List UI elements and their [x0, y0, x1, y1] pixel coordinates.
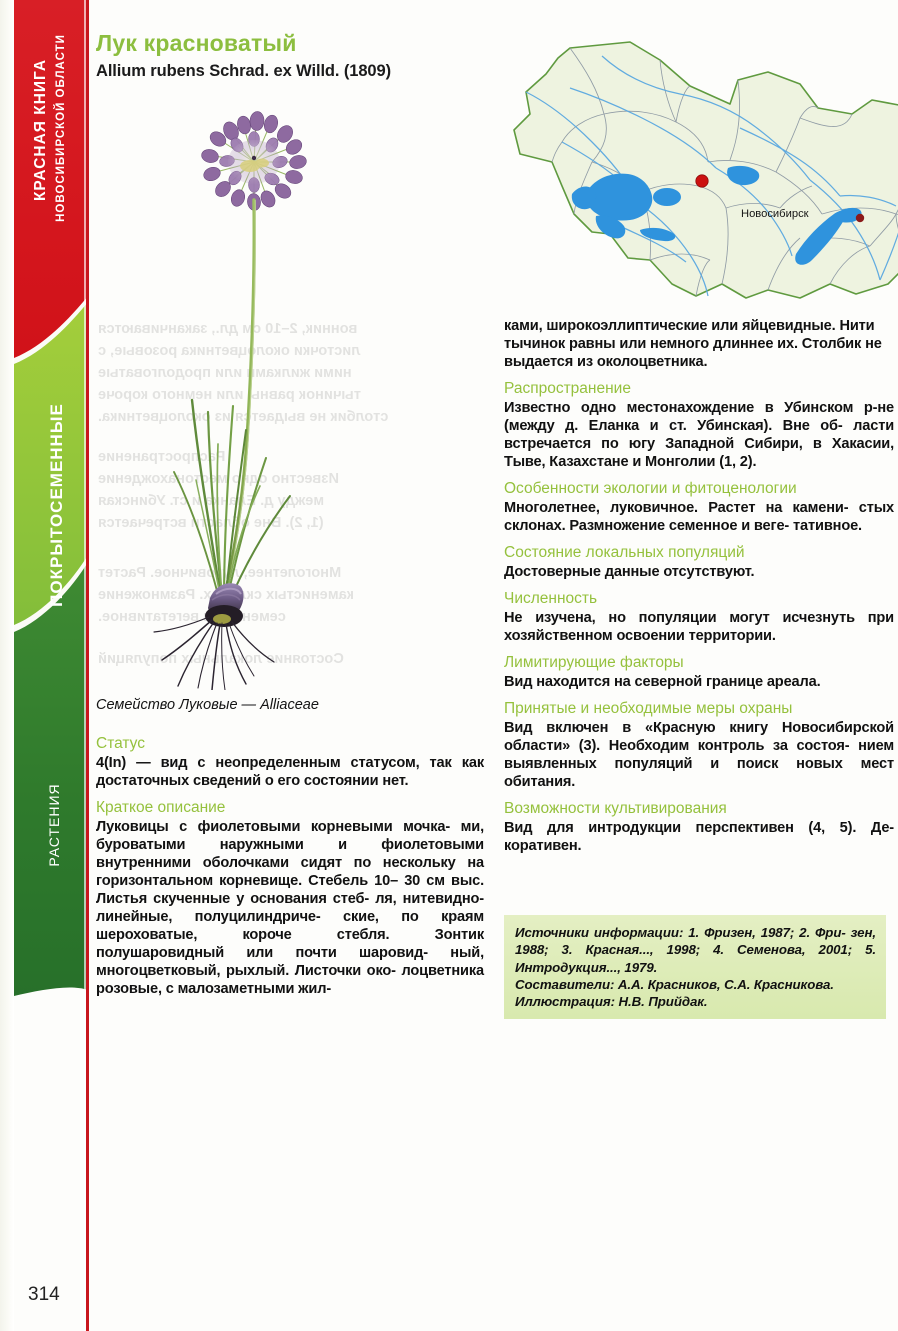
section-heading-abundance: Численность — [504, 590, 598, 608]
map-city-label: Новосибирск — [741, 208, 809, 220]
text-line: Не изучена, но популяции могут исчезнуть при — [504, 610, 894, 627]
text-line: Нити тычинок равны или немного длиннее их. — [504, 318, 875, 353]
section-heading-limiting-factors: Лимитирующие факторы — [504, 654, 684, 672]
text-line: Столбик не выдается из околоцветника. — [504, 336, 882, 371]
novosibirsk-oblast-map — [500, 22, 898, 312]
sources-box — [504, 915, 886, 1019]
section-body-cultivation — [504, 819, 894, 855]
text-line: ские, по краям шероховатые, короче стебля. — [96, 909, 485, 944]
allium-plant-drawing — [104, 100, 504, 690]
text-line: хозяйственном освоении территории. — [504, 628, 776, 645]
text-line: 30 см выс. Листья скученные у основания стеб- — [96, 873, 485, 908]
text-line: р-не (между д. Еланка и ст. Убинская). Вне об- — [504, 400, 894, 435]
section-heading-status: Статус — [96, 735, 145, 752]
section-body-distribution — [504, 399, 894, 471]
text-line: Вид для интродукции перспективен (4, 5). Де- — [504, 820, 894, 837]
text-line: ный, многоцветковый, рыхлый. Листочки око- — [96, 945, 484, 980]
showthrough-line: (1, 2). Вне области встречается — [98, 515, 324, 531]
showthrough-line: листочки околоцветника розовые, с — [98, 343, 361, 359]
sidebar-inner-red-rule — [86, 0, 89, 1331]
section-heading-cultivation: Возможности культивирования — [504, 800, 727, 818]
text-line: ками, широкоэллиптические или яйцевидные. — [504, 318, 836, 334]
text-line: Вид включен в «Красную книгу Новосибирской — [504, 720, 894, 737]
text-line: Многолетнее, луковичное. Растет на камени- — [504, 500, 849, 517]
paper-edge — [0, 0, 14, 1331]
sources-illustrator: Иллюстрация: Н.В. Прийдак. — [515, 994, 708, 1010]
section-body-local-populations: Достоверные данные отсутствуют. — [504, 564, 755, 581]
species-title-block — [96, 30, 496, 81]
sidebar-group-label: ПОКРЫТОСЕМЕННЫЕ — [47, 403, 66, 607]
text-line: области» (3). Необходим контроль за состоя- — [504, 738, 850, 755]
sidebar-kingdom-label: РАСТЕНИЯ — [46, 783, 62, 867]
species-illustration — [104, 100, 504, 690]
text-line: Луковицы с фиолетовыми корневыми мочка- — [96, 818, 451, 835]
section-body-limiting-factors: Вид находится на северной границе ареала. — [504, 674, 821, 691]
showthrough-line: ними жилками или продолговатые — [98, 365, 352, 381]
species-name-latin: Allium rubens Schrad. ex Willd. (1809) — [96, 62, 391, 80]
showthrough-line: вонник, 2–10 см дл., заканчиваются — [98, 321, 358, 337]
showthrough-line: столбик не выдается из околоцветника. — [98, 409, 389, 425]
species-family: Семейство Луковые — Alliaceae — [96, 697, 319, 713]
section-heading-local-populations: Состояние локальных популяций — [504, 544, 745, 562]
text-line: на горизонтальном корневище. Стебель 10– — [96, 855, 484, 890]
section-body-status — [96, 754, 484, 790]
text-line: Известно одно местонахождение в Убинском — [504, 400, 854, 417]
text-line: ми, буроватыми наружными и фиолетовыми — [96, 818, 484, 853]
text-line: Хакасии, Тыве, Казахстане и Монголии (1, 2). — [504, 436, 894, 471]
distribution-map — [500, 22, 898, 312]
showthrough-line: каменистых Размножение — [98, 587, 354, 603]
showthrough-line: между д. Еланка и ст. Убинская — [98, 493, 325, 509]
sidebar-tabs — [14, 0, 88, 1331]
left-text-column — [96, 735, 484, 998]
section-heading-protection-measures: Принятые и необходимые меры охраны — [504, 700, 793, 718]
text-line: ля, нитевидно-линейные, полуцилиндриче- — [96, 891, 485, 926]
flower-buds — [200, 111, 307, 211]
page-number: 314 — [28, 1284, 60, 1305]
showthrough-line: Распространение — [98, 449, 226, 465]
text-line: Зонтик полушаровидный или почти шаровид- — [96, 927, 484, 962]
text-line: зен, 1988; 3. Красная..., 1998; 4. Семенова, 2001; — [515, 925, 876, 958]
showthrough-line: Состояние локальных популяций — [98, 651, 344, 667]
oblast-boundary — [514, 42, 898, 298]
text-line: стых склонах. Размножение семенное и веге- — [504, 500, 895, 535]
book-title-line1: КРАСНАЯ КНИГА — [32, 58, 49, 202]
section-body-abundance — [504, 609, 894, 645]
text-line: внутренними оболочками сидят по нескольку — [96, 855, 456, 871]
text-line: достаточных сведений о его состоянии нет. — [96, 772, 409, 789]
section-body-protection-measures — [504, 719, 894, 791]
showthrough-line: Многолетнее, луковичное. Растет — [98, 565, 342, 581]
description-continuation — [504, 317, 894, 371]
occurrence-marker — [696, 175, 708, 187]
showthrough-line: Известно одно местонахождение — [98, 471, 340, 487]
text-line: мест обитания. — [504, 756, 894, 791]
text-line: Источники информации: 1. Фризен, 1987; 2. Фри- — [515, 925, 846, 940]
text-line: ласти встречается по югу Западной Сибири, в — [504, 418, 895, 453]
right-text-column — [504, 317, 894, 855]
content-area — [96, 0, 898, 1331]
sources-compilers: Составители: А.А. Красников, С.А. Красникова. — [515, 976, 834, 992]
showthrough-line: семенное и вегетативное. — [98, 609, 286, 625]
showthrough-line: тычинок равны или немного короче — [98, 387, 361, 403]
species-name-russian: Лук красноватый — [96, 30, 297, 56]
section-heading-ecology: Особенности экологии и фитоценологии — [504, 480, 797, 498]
section-body-ecology — [504, 499, 894, 535]
section-heading-description: Краткое описание — [96, 799, 226, 816]
text-line: коративен. — [504, 838, 582, 855]
text-line: 5. Интродукция..., 1979. — [515, 942, 876, 975]
text-line: нием выявленных популяций и поиск новых — [504, 738, 895, 773]
section-body-description — [96, 818, 484, 998]
section-heading-distribution: Распространение — [504, 380, 631, 398]
text-line: тативное. — [793, 518, 862, 535]
text-line: 4(In) — вид с неопределенным статусом, так как — [96, 754, 484, 771]
text-line: лоцветника розовые, с малозаметными жил- — [96, 963, 484, 998]
book-title-line2: НОВОСИБИРСКОЙ ОБЛАСТИ — [55, 34, 67, 222]
city-marker-novosibirsk — [856, 214, 864, 222]
sources-references — [515, 924, 876, 976]
